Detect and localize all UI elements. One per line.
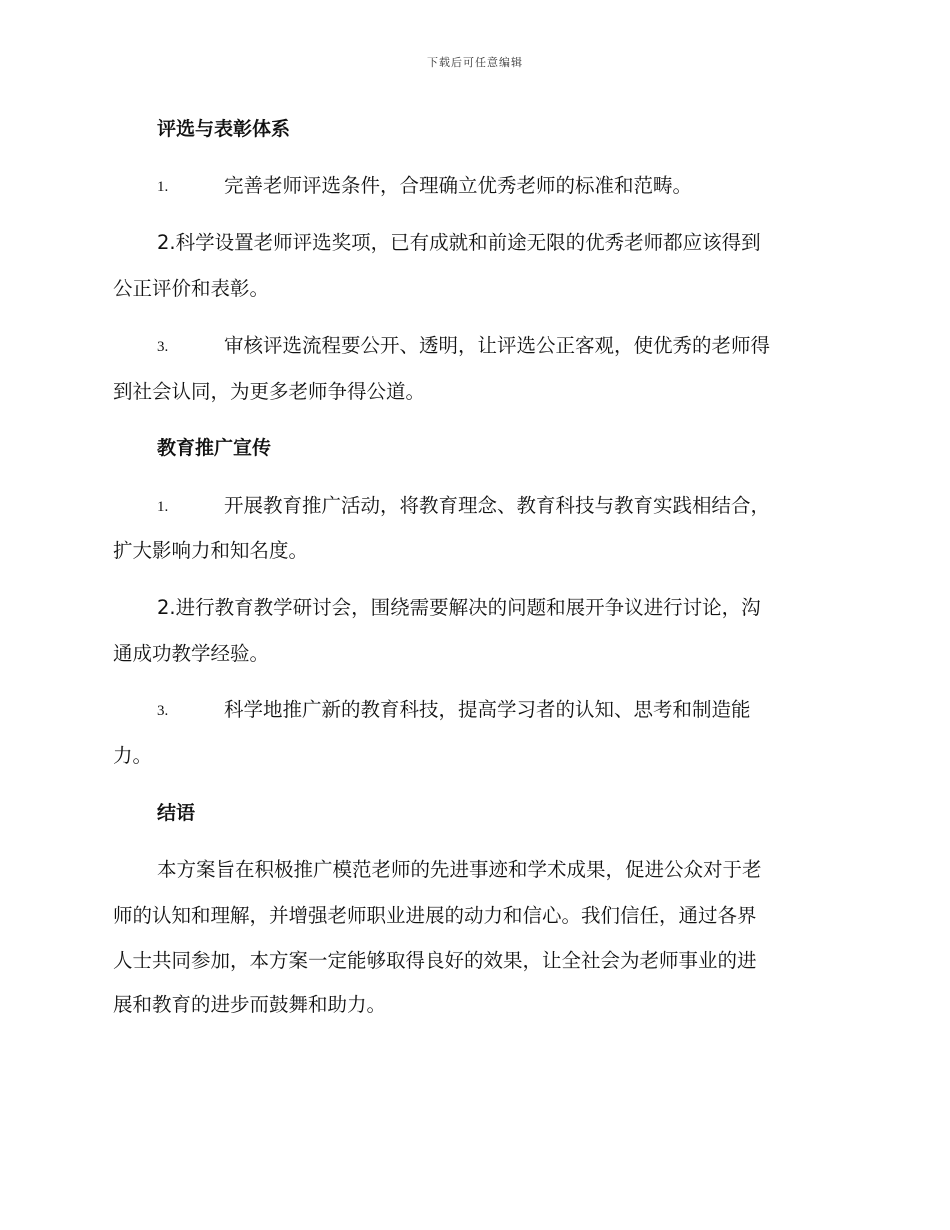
paragraph-line: 本方案旨在积极推广模范老师的先进事迹和学术成果，促进公众对于老 xyxy=(157,858,762,881)
section-heading-selection-awards: 评选与表彰体系 xyxy=(157,118,291,140)
list-item-text-continuation: 力。 xyxy=(113,744,153,767)
list-item-text-continuation: 公正评价和表彰。 xyxy=(113,277,270,300)
list-item-text: 2.进行教育教学研讨会，围绕需要解决的问题和展开争议进行讨论，沟 xyxy=(157,596,761,619)
paragraph-line: 师的认知和理解，并增强老师职业进展的动力和信心。我们信任，通过各界 xyxy=(113,904,757,927)
list-item-number: 1. xyxy=(157,499,169,515)
list-item-text-continuation: 到社会认同，为更多老师争得公道。 xyxy=(113,380,426,403)
paragraph-line: 人士共同参加，本方案一定能够取得良好的效果，让全社会为老师事业的进 xyxy=(113,949,757,972)
list-item-text: 开展教育推广活动，将教育理念、教育科技与教育实践相结合， xyxy=(224,494,771,517)
list-item-text: 审核评选流程要公开、透明，让评选公正客观，使优秀的老师得 xyxy=(224,334,771,357)
section-heading-conclusion: 结语 xyxy=(157,802,196,824)
list-item-text-continuation: 扩大影响力和知名度。 xyxy=(113,539,309,562)
list-item-text: 2.科学设置老师评选奖项，已有成就和前途无限的优秀老师都应该得到 xyxy=(157,231,761,254)
page-header: 下载后可任意编辑 xyxy=(427,56,523,69)
paragraph-line: 展和教育的进步而鼓舞和助力。 xyxy=(113,993,387,1016)
list-item-number: 1. xyxy=(157,179,169,195)
list-item-text: 完善老师评选条件，合理确立优秀老师的标准和范畴。 xyxy=(224,174,693,197)
section-heading-education-promotion: 教育推广宣传 xyxy=(157,437,272,459)
list-item-number: 3. xyxy=(157,339,169,355)
list-item-text: 科学地推广新的教育科技，提高学习者的认知、思考和制造能 xyxy=(224,698,751,721)
list-item-text-continuation: 通成功教学经验。 xyxy=(113,642,270,665)
list-item-number: 3. xyxy=(157,703,169,719)
